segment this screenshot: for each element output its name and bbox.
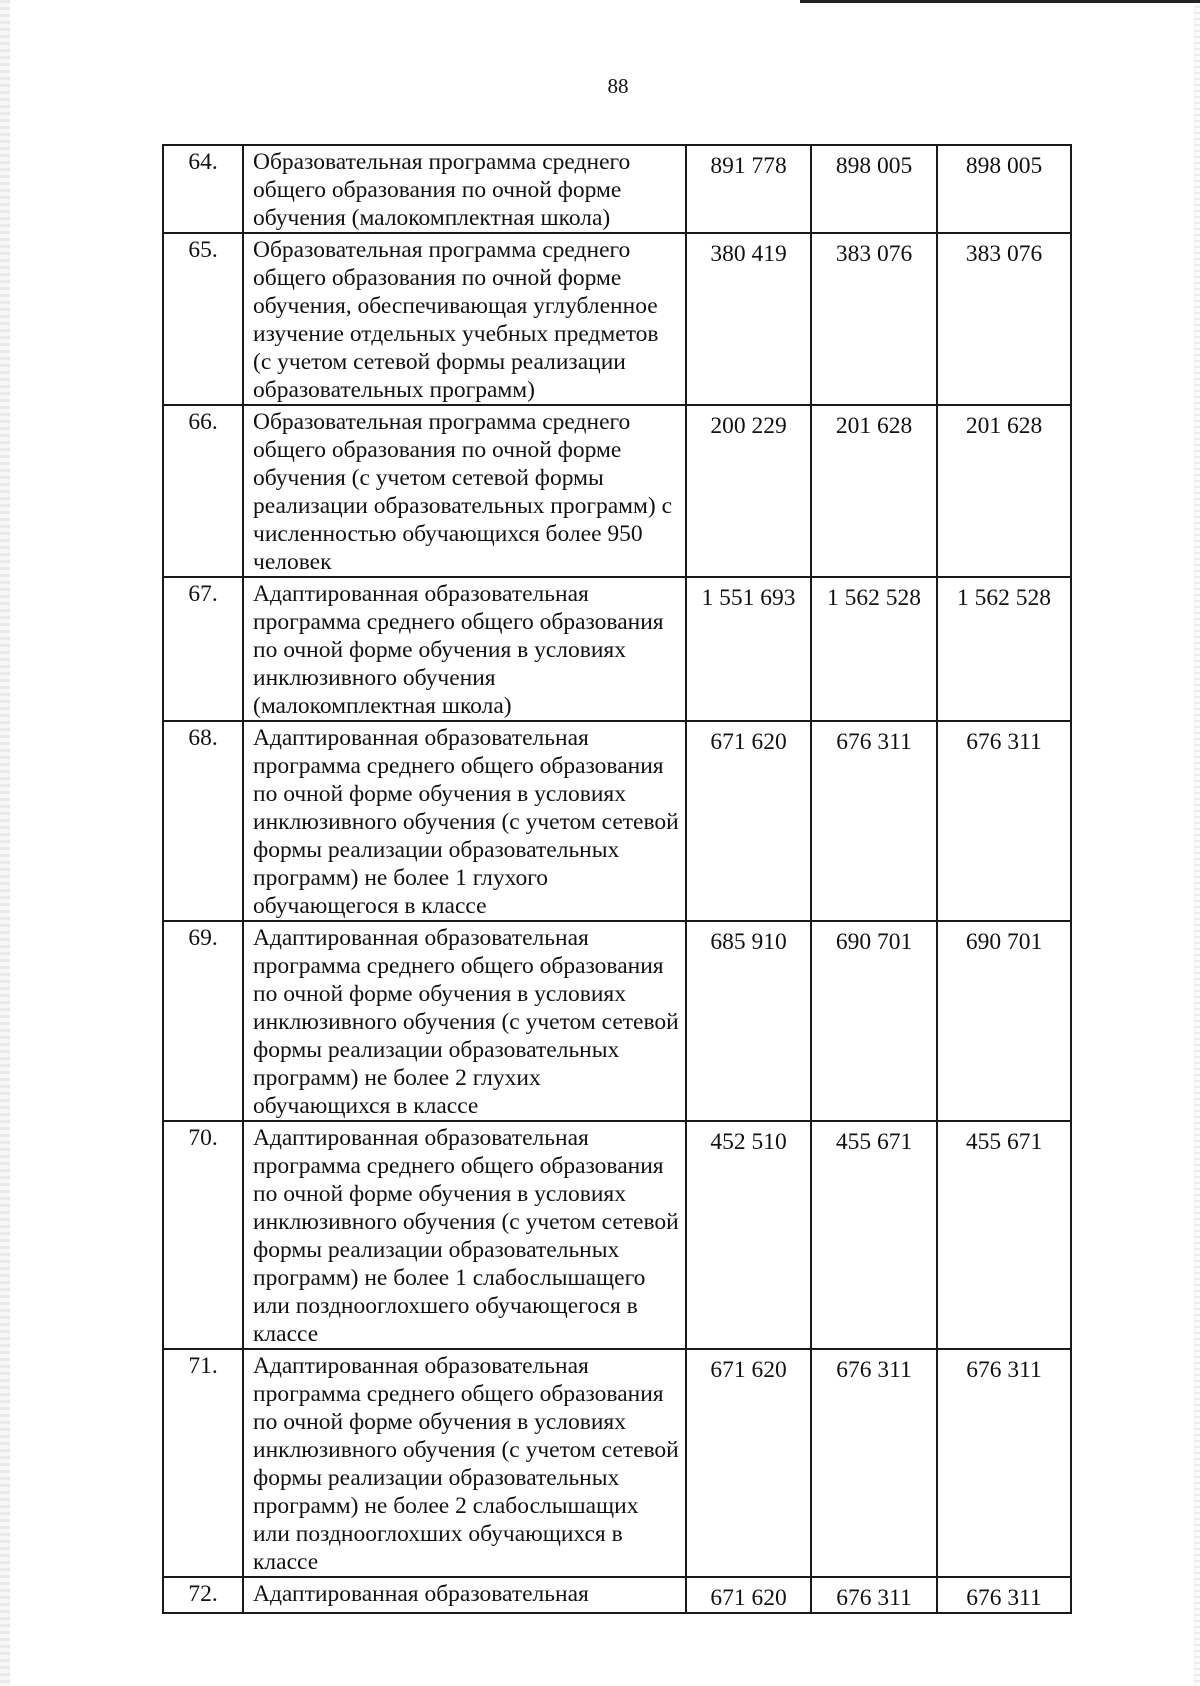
row-description: Образовательная программа среднего общего образования по очной форме обучения (с учетом сетевой формы реализации образовательных программ) с численностью обучающихся более 950 человек [243, 405, 686, 577]
row-value-2: 201 628 [811, 405, 937, 577]
row-value-3: 676 311 [937, 721, 1071, 921]
row-description: Адаптированная образовательная программа среднего общего образования по очной форме обучения в условиях инклюзивного обучения (с учетом сетевой формы реализации образовательных программ) не более 2 слабослышащих или позднооглохших обучающихся в классе [243, 1349, 686, 1577]
table-row [163, 405, 1071, 577]
page-number: 88 [607, 74, 629, 98]
scan-edge-top [800, 0, 1200, 3]
table-row [163, 1349, 1071, 1577]
row-number: 65. [163, 233, 243, 405]
table-row [163, 1577, 1071, 1613]
table-row [163, 1121, 1071, 1349]
row-description: Адаптированная образовательная [243, 1577, 686, 1613]
row-value-1: 380 419 [686, 233, 811, 405]
row-value-2: 676 311 [811, 1349, 937, 1577]
row-value-2: 690 701 [811, 921, 937, 1121]
row-value-3: 383 076 [937, 233, 1071, 405]
scan-edge-left [0, 0, 10, 1686]
row-value-1: 671 620 [686, 1349, 811, 1577]
row-value-2: 383 076 [811, 233, 937, 405]
row-value-1: 671 620 [686, 721, 811, 921]
row-number: 72. [163, 1577, 243, 1613]
row-value-2: 455 671 [811, 1121, 937, 1349]
row-value-3: 690 701 [937, 921, 1071, 1121]
row-value-3: 898 005 [937, 145, 1071, 233]
row-number: 70. [163, 1121, 243, 1349]
table-row [163, 721, 1071, 921]
table-row [163, 921, 1071, 1121]
row-value-3: 1 562 528 [937, 577, 1071, 721]
row-number: 71. [163, 1349, 243, 1577]
row-value-1: 200 229 [686, 405, 811, 577]
row-value-2: 1 562 528 [811, 577, 937, 721]
row-description: Адаптированная образовательная программа среднего общего образования по очной форме обучения в условиях инклюзивного обучения (с учетом сетевой формы реализации образовательных программ) не более 2 глухих обучающихся в классе [243, 921, 686, 1121]
row-description: Образовательная программа среднего общего образования по очной форме обучения, обеспечивающая углубленное изучение отдельных учебных предметов (с учетом сетевой формы реализации образовательных программ) [243, 233, 686, 405]
row-value-3: 676 311 [937, 1349, 1071, 1577]
row-number: 66. [163, 405, 243, 577]
row-description: Адаптированная образовательная программа среднего общего образования по очной форме обучения в условиях инклюзивного обучения (с учетом сетевой формы реализации образовательных программ) не более 1 глухого обучающегося в классе [243, 721, 686, 921]
row-value-1: 685 910 [686, 921, 811, 1121]
row-value-2: 676 311 [811, 721, 937, 921]
row-value-1: 671 620 [686, 1577, 811, 1613]
row-description: Адаптированная образовательная программа среднего общего образования по очной форме обучения в условиях инклюзивного обучения (с учетом сетевой формы реализации образовательных программ) не более 1 слабослышащего или позднооглохшего обучающегося в классе [243, 1121, 686, 1349]
row-value-2: 676 311 [811, 1577, 937, 1613]
row-number: 68. [163, 721, 243, 921]
row-value-1: 891 778 [686, 145, 811, 233]
row-number: 69. [163, 921, 243, 1121]
row-value-2: 898 005 [811, 145, 937, 233]
table-row [163, 145, 1071, 233]
row-description: Образовательная программа среднего общего образования по очной форме обучения (малокомплектная школа) [243, 145, 686, 233]
row-value-1: 452 510 [686, 1121, 811, 1349]
scan-edge-right [1194, 0, 1200, 1686]
row-value-3: 455 671 [937, 1121, 1071, 1349]
row-number: 67. [163, 577, 243, 721]
table-row [163, 233, 1071, 405]
row-value-3: 201 628 [937, 405, 1071, 577]
row-description: Адаптированная образовательная программа среднего общего образования по очной форме обучения в условиях инклюзивного обучения (малокомплектная школа) [243, 577, 686, 721]
table-row [163, 577, 1071, 721]
tariff-table [162, 144, 1072, 1614]
row-number: 64. [163, 145, 243, 233]
row-value-3: 676 311 [937, 1577, 1071, 1613]
row-value-1: 1 551 693 [686, 577, 811, 721]
